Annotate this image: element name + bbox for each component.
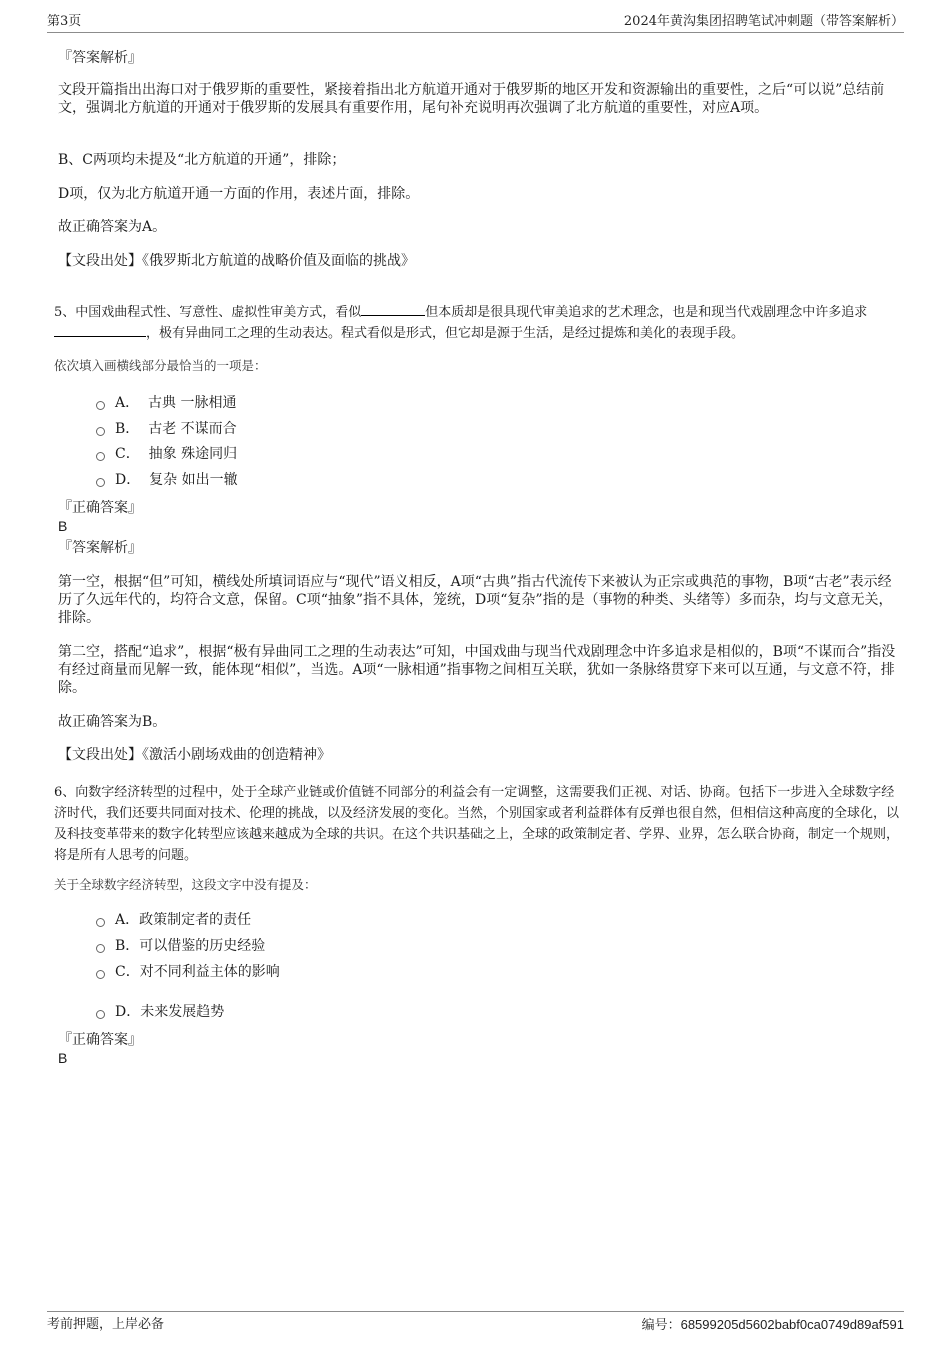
radio-icon[interactable]: [96, 401, 105, 410]
document-title: 2024年黄沟集团招聘笔试冲刺题（带答案解析）: [623, 14, 904, 29]
page-header: [47, 12, 904, 33]
q5-blank-1: [361, 303, 425, 316]
q4-analysis-paragraph-3: D项，仅为北方航道开通一方面的作用，表述片面，排除。: [58, 186, 420, 202]
radio-icon[interactable]: [96, 452, 105, 461]
q6-option-a[interactable]: A．政策制定者的责任: [96, 910, 251, 930]
footer-slogan: 考前押题，上岸必备: [47, 1317, 165, 1332]
q6-answer: B: [58, 1050, 68, 1066]
q4-analysis-conclusion: 故正确答案为A。: [58, 219, 167, 235]
radio-icon[interactable]: [96, 918, 105, 927]
q6-prompt: 关于全球数字经济转型，这段文字中没有提及：: [54, 877, 317, 892]
q5-stem-part-2: 但本质却是很具现代审美追求的艺术理念，也是和现当代戏剧理念中许多追求: [425, 305, 868, 320]
q6-answer-label: 『正确答案』: [58, 1032, 142, 1048]
q5-stem: [54, 302, 900, 344]
q5-option-a[interactable]: A． 古典 一脉相通: [96, 393, 236, 413]
page-number: 第3页: [47, 14, 82, 29]
q5-analysis-conclusion: 故正确答案为B。: [58, 714, 167, 730]
q5-source: 【文段出处】《激活小剧场戏曲的创造精神》: [58, 747, 331, 763]
q6-option-c[interactable]: C．对不同利益主体的影响: [96, 962, 280, 982]
q5-answer: B: [58, 518, 68, 534]
document-serial: 编号：68599205d5602babf0ca0749d89af591: [641, 1317, 904, 1332]
q5-analysis-paragraph-1: 第一空，根据“但”可知，横线处所填词语应与“现代”语义相反，A项“古典”指古代流传下来被认为正宗或典范的事物，B项“古老”表示经历了久远年代的，均符合文意，保留。C项“抽象”指不具体，笼统，D项“复杂”指的是（事物的种类、头绪等）多而杂，均与文意无关，排除。: [58, 574, 893, 626]
radio-icon[interactable]: [96, 944, 105, 953]
q5-option-b[interactable]: B． 古老 不谋而合: [96, 419, 237, 439]
q6-stem: 6、向数字经济转型的过程中，处于全球产业链或价值链不同部分的利益会有一定调整，这需要我们正视、对话、协商。包括下一步进入全球数字经济时代，我们还要共同面对技术、伦理的挑战，以及经济发展的变化。当然，个别国家或者利益群体有反弹也很自然，但相信这种高度的全球化，以及科技变革带来的数字化转型应该越来越成为全球的共识。在这个共识基础之上，全球的政策制定者、学界、业界，怎么联合协商，制定一个规则，将是所有人思考的问题。: [54, 785, 900, 863]
radio-icon[interactable]: [96, 478, 105, 487]
q5-option-d[interactable]: D． 复杂 如出一辙: [96, 470, 238, 490]
page-footer: [47, 1311, 904, 1336]
q6-option-d[interactable]: D．未来发展趋势: [96, 1002, 224, 1022]
q5-option-c[interactable]: C． 抽象 殊途同归: [96, 444, 237, 464]
radio-icon[interactable]: [96, 427, 105, 436]
q4-analysis-label: 『答案解析』: [58, 50, 142, 66]
q5-prompt: 依次填入画横线部分最恰当的一项是：: [54, 358, 267, 373]
q5-analysis-label: 『答案解析』: [58, 540, 142, 556]
q4-source: 【文段出处】《俄罗斯北方航道的战略价值及面临的挑战》: [58, 253, 415, 269]
q5-answer-label: 『正确答案』: [58, 500, 142, 516]
q6-option-b[interactable]: B．可以借鉴的历史经验: [96, 936, 265, 956]
q5-stem-part-3: ，极有异曲同工之理的生动表达。程式看似是形式，但它却是源于生活，是经过提炼和美化的表现手段。: [146, 326, 745, 341]
radio-icon[interactable]: [96, 1010, 105, 1019]
q5-analysis-paragraph-2: 第二空，搭配“追求”，根据“极有异曲同工之理的生动表达”可知，中国戏曲与现当代戏剧理念中许多追求是相似的，B项“不谋而合”指没有经过商量而见解一致，能体现“相似”，当选。A项“一脉相通”指事物之间相互关联，犹如一条脉络贯穿下来可以互通，与文意不符，排除。: [58, 644, 896, 696]
q5-stem-part-1: 5、中国戏曲程式性、写意性、虚拟性审美方式，看似: [54, 305, 362, 320]
q4-analysis-paragraph-1: 文段开篇指出出海口对于俄罗斯的重要性，紧接着指出北方航道开通对于俄罗斯的地区开发和资源输出的重要性，之后“可以说”总结前文，强调北方航道的开通对于俄罗斯的发展具有重要作用，尾句补充说明再次强调了北方航道的重要性，对应A项。: [58, 82, 885, 116]
radio-icon[interactable]: [96, 970, 105, 979]
q4-analysis-paragraph-2: B、C两项均未提及“北方航道的开通”，排除；: [58, 152, 346, 168]
q5-blank-2: [54, 324, 146, 337]
